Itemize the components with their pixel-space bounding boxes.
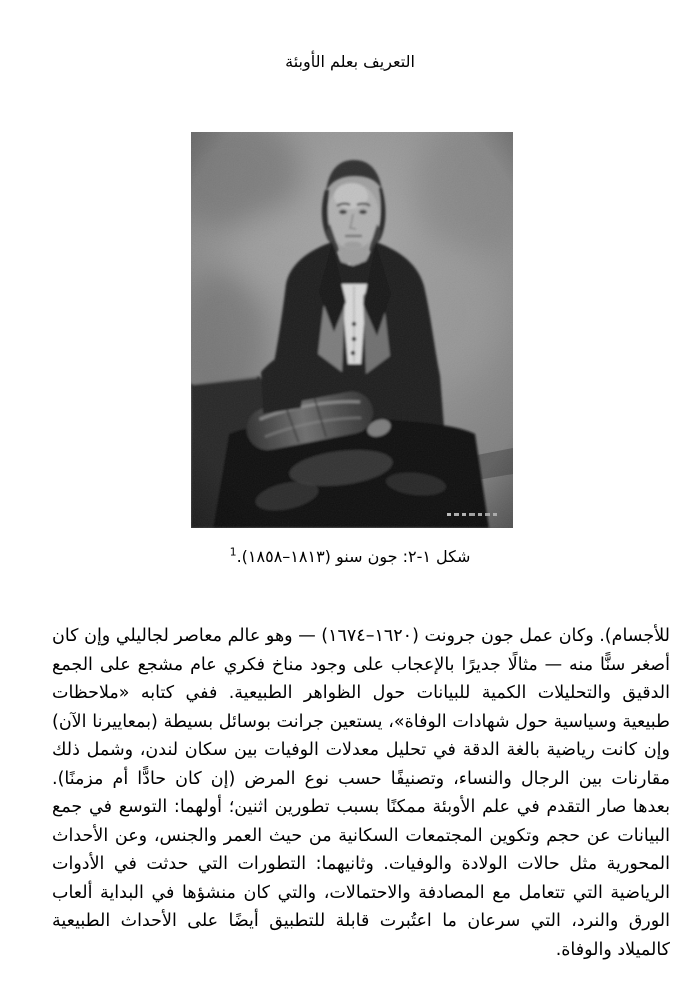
figure-caption-text: شكل ١-٢: جون سنو (١٨١٣–١٨٥٨). xyxy=(236,547,471,566)
john-snow-photo xyxy=(191,132,513,528)
footnote-marker: 1 xyxy=(229,545,237,559)
figure-caption xyxy=(0,547,700,566)
body-paragraph: للأجسام). وكان عمل جون جرونت (١٦٢٠–١٦٧٤) — وهو عالم معاصر لجاليلي وإن كان أصغر سنًّا منه — مثالًا جديرًا بالإعجاب على وجود مناخ فكري عام مشجع على الجمع الدقيق والتحليلات الكمية للبيانات حول الظواهر الطبيعية. ففي كتابه «ملاحظات طبيعية وسياسية حول شهادات الوفاة»، يستعين جرانت بوسائل بسيطة (بمعاييرنا الآن) وإن كانت رياضية بالغة الدقة في تحليل معدلات الوفيات بين سكان لندن، وشمل ذلك مقارنات بين الرجال والنساء، وتصنيفًا حسب نوع المرض (إن كان حادًّا أم مزمنًا). بعدها صار التقدم في علم الأوبئة ممكنًا بسبب تطورين اثنين؛ أولهما: التوسع في جمع البيانات عن حجم وتكوين المجتمعات السكانية من حيث العمر والجنس، وعن الأحداث المحورية مثل حالات الولادة والوفيات. وثانيهما: التطورات التي حدثت في الأدوات الرياضية التي تتعامل مع المصادفة والاحتمالات، والتي كان منشؤها في البداية ألعاب الورق والنرد، التي سرعان ما اعتُبرت قابلة للتطبيق أيضًا على الأحداث الطبيعية كالميلاد والوفاة. xyxy=(52,626,670,960)
john-snow-portrait-illustration xyxy=(191,132,513,528)
running-head-title: التعريف بعلم الأوبئة xyxy=(285,52,415,71)
